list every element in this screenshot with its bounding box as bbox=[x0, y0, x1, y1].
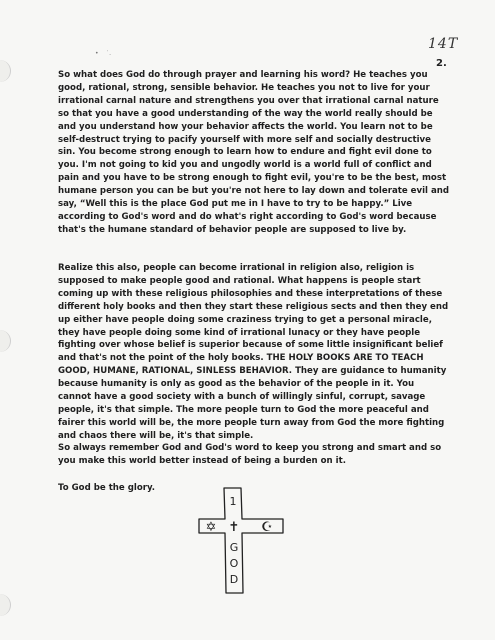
star-of-david-icon: ✡ bbox=[205, 520, 217, 535]
crescent-star-icon: ☪ bbox=[261, 520, 273, 535]
god-letter-g: G bbox=[229, 541, 239, 554]
body-paragraph-3: So always remember God and God's word to keep you strong and smart and so you make this world better instead of being a burden on it. bbox=[58, 443, 442, 466]
binder-hole bbox=[0, 60, 11, 82]
handwritten-page-id: 14T bbox=[428, 36, 459, 52]
body-paragraph-2: Realize this also, people can become irrational in religion also, religion is supposed to make people good and rational. What happens is people start coming up with these religious philosophies and these interpretations of these different holy books and then they start these religious sects and then they end up either have people doing some craziness trying to get a personal miracle, they have people doing some kind of irrational lunacy or they have people fighting over whose belief is superior because of some little insignificant belief and that's not the point of the holy books. THE HOLY BOOKS ARE TO TEACH GOOD, HUMANE, RATIONAL, SINLESS BEHAVIOR. They are guidance to humanity because humanity is only as good as the behavior of the people in it. You cannot have a good society with a bunch of willingly sinful, corrupt, savage people, it's that simple. The more people turn to God the more peaceful and fairer this world will be, the more people turn away from God the more fighting and chaos there will be, it's that simple. bbox=[58, 263, 449, 441]
cross-outline bbox=[199, 488, 283, 593]
god-letter-o: O bbox=[229, 557, 239, 570]
hand-drawn-cross bbox=[197, 487, 287, 595]
page-number: 2. bbox=[436, 58, 447, 69]
body-paragraph-1: So what does God do through prayer and learning his word? He teaches you good, rational, strong, sensible behavior. He teaches you not to live for your irrational carnal nature and strengthens you over that irrational carnal nature so that you have a good understanding of the way the world really should be and you understand how your behavior affects the world. You learn not to be self-destruct trying to pacify yourself with more self and socially destructive sin. You become strong enough to learn how to endure and fight evil done to you. I'm not going to kid you and ungodly world is a world full of conflict and pain and you have to be strong enough to fight evil, you're to be the best, most humane person you can be but you're not here to lay down and tolerate evil and say, “Well this is the place God put me in I have to try to be happy.” Live according to God's word and do what's right according to God's word because that's the humane standard of behavior people are supposed to live by. bbox=[58, 70, 450, 235]
binder-hole bbox=[0, 330, 11, 352]
scan-specks: • ˙. bbox=[95, 50, 112, 57]
closing-line: To God be the glory. bbox=[58, 483, 156, 493]
god-letter-d: D bbox=[229, 573, 239, 586]
christian-cross-icon: ✝ bbox=[228, 520, 240, 535]
cross-top-number: 1 bbox=[229, 495, 237, 508]
binder-hole bbox=[0, 594, 11, 616]
